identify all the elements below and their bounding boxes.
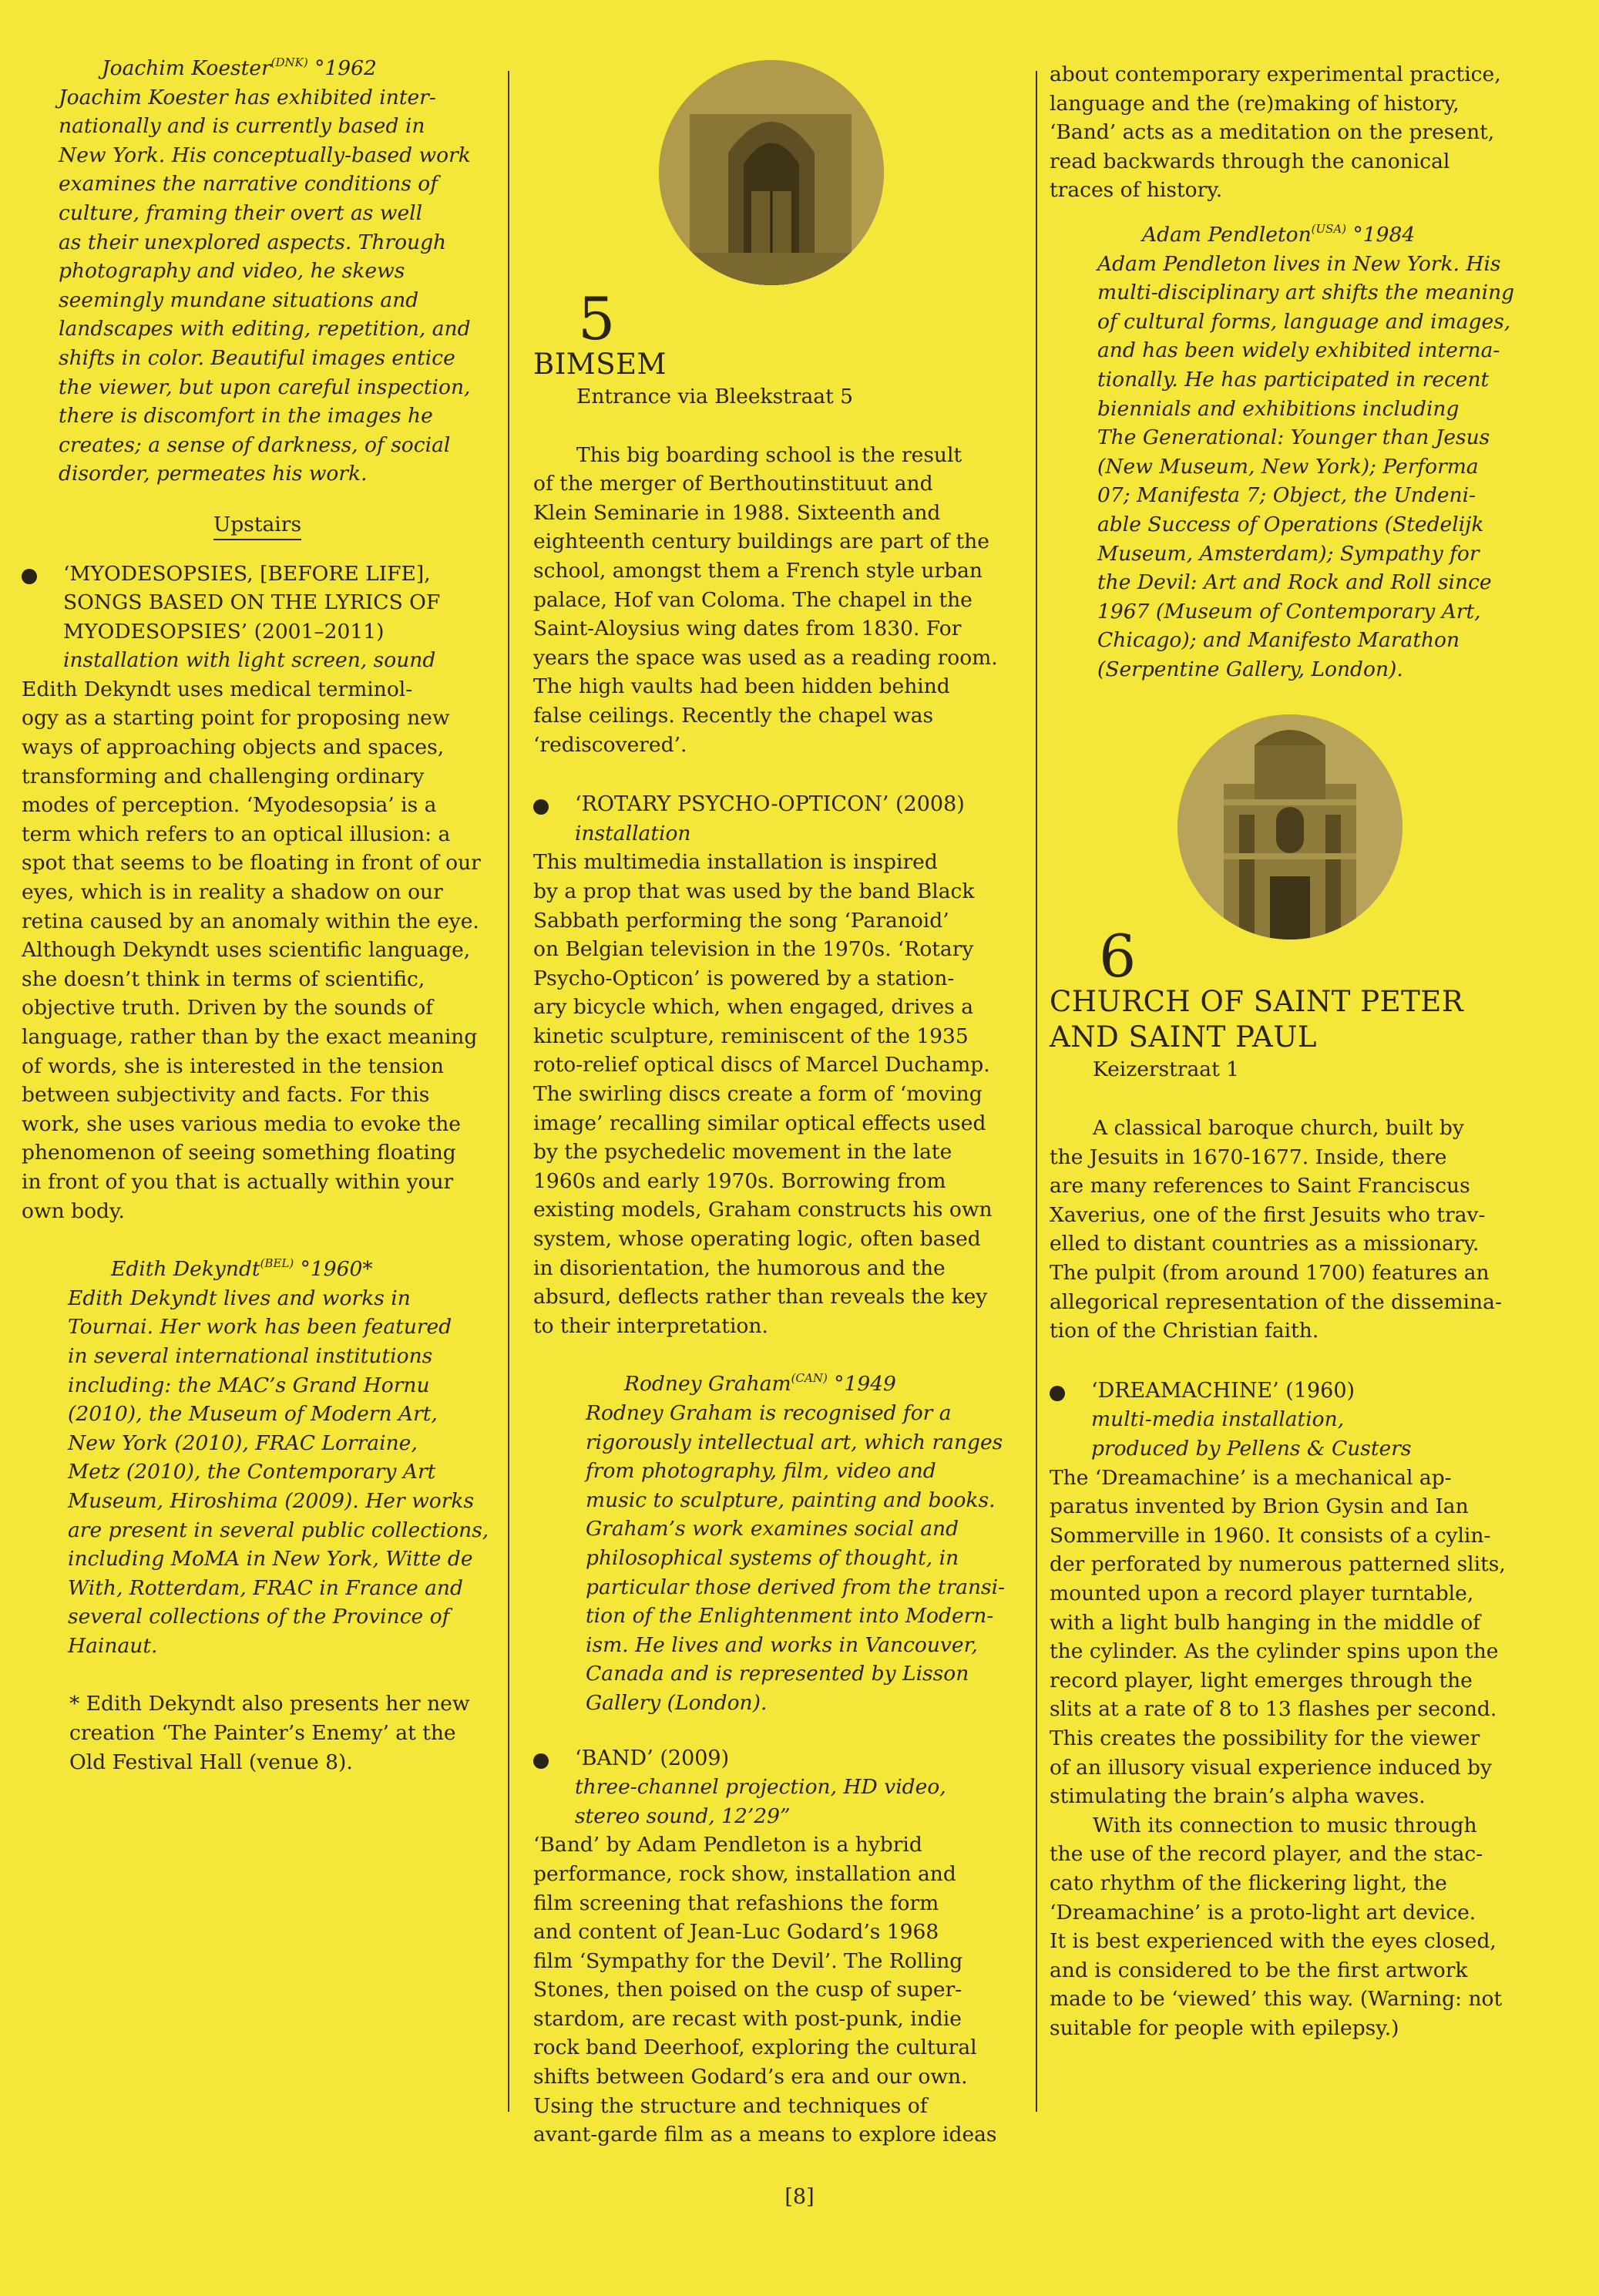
text-line: there is discomfort in the images he	[59, 404, 433, 429]
artwork-title	[63, 560, 493, 647]
artwork-entry	[533, 790, 1019, 848]
artist-bio	[1050, 250, 1527, 684]
column-2	[533, 60, 1019, 2150]
text-line: multi-disciplinary art shifts the meaning	[1097, 281, 1515, 305]
text-line: biennials and exhibitions including	[1097, 396, 1460, 421]
text-line: * Edith Dekyndt also presents her new	[69, 1692, 470, 1716]
text-line: elled to distant countries as a missionary.	[1050, 1232, 1480, 1256]
column-3	[1050, 60, 1527, 2042]
artist-bio-heading: Joachim Koester$^{(DNK)}$ °1962	[102, 55, 377, 80]
text-line: absurd, deflects rather than reveals the key	[533, 1285, 988, 1309]
text-line: shifts between Godard’s era and our own.	[533, 2065, 968, 2089]
text-line: Old Festival Hall (venue 8).	[69, 1750, 353, 1774]
text-line: she doesn’t think in terms of scientific,	[22, 966, 425, 991]
text-line: suitable for people with epilepsy.)	[1050, 2015, 1399, 2040]
text-line: Gallery (London).	[586, 1690, 768, 1715]
text-line: ‘Dreamachine’ is a proto-light art device.	[1050, 1900, 1476, 1925]
text-line: music to sculpture, painting and books.	[586, 1488, 996, 1512]
text-line: nationally and is currently based in	[59, 114, 425, 139]
text-line: shifts in color. Beautiful images entice	[59, 345, 455, 370]
text-line: are many references to Saint Franciscus	[1050, 1174, 1470, 1198]
artwork-medium: installation	[575, 821, 691, 845]
column-divider	[508, 71, 509, 2112]
text-line: of cultural forms, language and images,	[1097, 309, 1511, 334]
text-line: of words, she is interested in the tension	[22, 1054, 444, 1078]
venue-number: 5	[578, 284, 616, 353]
text-line: Graham’s work examines social and	[586, 1517, 959, 1541]
text-line: work, she uses various media to evoke the	[22, 1111, 461, 1136]
artwork-description	[1050, 1464, 1527, 1811]
text-line: able Success of Operations (Stedelijk	[1097, 512, 1484, 536]
text-line: particular those derived from the transi-	[586, 1575, 1006, 1599]
text-line: New York (2010), FRAC Lorraine,	[68, 1430, 418, 1455]
artwork-entry	[533, 1744, 1019, 1831]
text-line: (New Museum, New York); Performa	[1097, 454, 1479, 479]
text-line: in several international institutions	[68, 1343, 433, 1368]
text-line: in disorientation, the humorous and the	[533, 1256, 946, 1280]
text-line: philosophical systems of thought, in	[586, 1545, 959, 1570]
text-line: (Serpentine Gallery, London).	[1097, 657, 1403, 681]
text-line: kinetic sculpture, reminiscent of the 1935	[533, 1024, 969, 1048]
venue-description	[533, 441, 1019, 760]
text-line: examines the narrative conditions of	[59, 172, 438, 197]
text-line: palace, Hof van Coloma. The chapel in the	[533, 587, 973, 612]
text-line: Edith Dekyndt lives and works in	[68, 1286, 411, 1310]
text-line: language and the (re)making of history,	[1050, 91, 1460, 116]
page-number: [8]	[784, 2185, 815, 2209]
text-line: and has been widely exhibited interna-	[1097, 338, 1500, 363]
text-line: CHURCH OF SAINT PETER	[1050, 985, 1464, 1019]
artist-bio-heading: Edith Dekyndt$^{(BEL)}$ °1960*	[111, 1256, 373, 1282]
venue-name: BIMSEM	[533, 348, 667, 381]
artist-bio	[533, 1399, 1019, 1718]
text-line: Canada and is represented by Lisson	[586, 1662, 969, 1686]
venue-address: Keizerstraat 1	[1093, 1057, 1240, 1082]
text-line: With its connection to music through	[1093, 1813, 1477, 1837]
artwork-description	[1050, 1811, 1527, 2043]
text-line: New York. His conceptually-based work	[59, 143, 471, 167]
artwork-description	[533, 1830, 1019, 2150]
text-line: the Devil: Art and Rock and Roll since	[1097, 570, 1492, 595]
text-line: three-channel projection, HD video,	[575, 1775, 946, 1800]
text-line: 07; Manifesta 7; Object, the Undeni-	[1097, 483, 1476, 508]
venue-number: 6	[1099, 922, 1137, 991]
section-heading-upstairs: Upstairs	[22, 510, 493, 540]
text-line: The Generational: Younger than Jesus	[1097, 425, 1490, 450]
text-line: the viewer, but upon careful inspection,	[59, 375, 471, 399]
text-line: phenomenon of seeing something floating	[22, 1141, 456, 1165]
text-line: including: the MAC’s Grand Hornu	[68, 1373, 430, 1397]
text-line: Museum, Hiroshima (2009). Her works	[68, 1488, 475, 1513]
text-line: This big boarding school is the result	[576, 442, 962, 467]
artist-bio-heading: Adam Pendleton$^{(USA)}$ °1984	[1142, 221, 1416, 247]
text-line: photography and video, he skews	[59, 259, 405, 284]
text-line: stardom, are recast with post-punk, indie	[533, 2006, 962, 2031]
text-line: of an illusory visual experience induced by	[1050, 1755, 1492, 1780]
artwork-medium	[575, 1773, 1019, 1830]
text-line: ways of approaching objects and spaces,	[22, 735, 445, 760]
text-line: Sommerville in 1960. It consists of a cylin-	[1050, 1523, 1491, 1548]
bullet-dot	[22, 569, 37, 584]
venue-name	[1050, 984, 1527, 1055]
text-line: school, amongst them a French style urban	[533, 558, 983, 583]
text-line: in front of you that is actually within your	[22, 1169, 454, 1194]
column-1	[22, 54, 493, 1777]
bullet-dot	[533, 1753, 549, 1769]
text-line: The pulpit (from around 1700) features an	[1050, 1261, 1490, 1286]
artist-bio	[22, 83, 493, 489]
artwork-description	[22, 675, 493, 1225]
text-line: existing models, Graham constructs his own	[533, 1198, 993, 1222]
text-line: AND SAINT PAUL	[1050, 1020, 1317, 1054]
text-line: Tournai. Her work has been featured	[68, 1315, 452, 1340]
text-line: avant-garde film as a means to explore ideas	[533, 2123, 997, 2147]
text-line: and is considered to be the first artwork	[1050, 1958, 1468, 1982]
text-line: seemingly mundane situations and	[59, 287, 419, 312]
text-line: It is best experienced with the eyes closed,	[1050, 1929, 1497, 1954]
text-line: are present in several public collections,	[68, 1518, 489, 1542]
text-line: stimulating the brain’s alpha waves.	[1050, 1784, 1426, 1809]
artwork-medium: installation with light screen, sound	[63, 648, 436, 673]
text-line: The ‘Dreamachine’ is a mechanical ap-	[1050, 1465, 1452, 1490]
artwork-title: ‘BAND’ (2009)	[575, 1746, 730, 1770]
text-line: Xaverius, one of the first Jesuits who trav-	[1050, 1202, 1486, 1227]
text-line: ‘MYODESOPSIES, [BEFORE LIFE],	[63, 561, 431, 586]
text-line: disorder, permeates his work.	[59, 462, 368, 486]
text-line: Metz (2010), the Contemporary Art	[68, 1460, 436, 1484]
text-line: landscapes with editing, repetition, and	[59, 317, 471, 341]
text-line: Saint-Aloysius wing dates from 1830. For	[533, 617, 962, 641]
text-line: Joachim Koester has exhibited inter-	[59, 85, 436, 109]
text-line: false ceilings. Recently the chapel was	[533, 703, 934, 728]
text-line: from photography, film, video and	[586, 1459, 936, 1484]
text-line: Museum, Amsterdam); Sympathy for	[1097, 541, 1480, 566]
text-line: of the merger of Berthoutinstituut and	[533, 472, 933, 496]
text-line: several collections of the Province of	[68, 1605, 450, 1629]
text-line: culture, framing their overt as well	[59, 200, 423, 225]
text-line: tion of the Christian faith.	[1050, 1319, 1319, 1343]
text-line: by a prop that was used by the band Black	[533, 879, 975, 903]
text-line: system, whose operating logic, often based	[533, 1227, 981, 1252]
text-line: mounted upon a record player turntable,	[1050, 1581, 1474, 1605]
text-line: term which refers to an optical illusion: a	[22, 822, 451, 846]
text-line: (2010), the Museum of Modern Art,	[68, 1402, 438, 1427]
venue-photo-church	[1177, 714, 1402, 940]
text-line: Adam Pendleton lives in New York. His	[1097, 251, 1501, 276]
text-line: modes of perception. ‘Myodesopsia’ is a	[22, 793, 437, 818]
column-divider	[1036, 71, 1037, 2112]
text-line: the Jesuits in 1670-1677. Inside, there	[1050, 1145, 1447, 1169]
text-line: Sabbath performing the song ‘Paranoid’	[533, 908, 949, 933]
venue-photo-bimsem	[659, 60, 884, 285]
text-line: stereo sound, 12’29”	[575, 1804, 791, 1828]
venue-address: Entrance via Bleekstraat 5	[576, 385, 854, 408]
text-line: own body.	[22, 1198, 125, 1223]
text-line: paratus invented by Brion Gysin and Ian	[1050, 1494, 1469, 1519]
text-line: film ‘Sympathy for the Devil’. The Rolling	[533, 1948, 963, 1973]
text-line: With, Rotterdam, FRAC in France and	[68, 1575, 463, 1600]
artwork-title: ‘DREAMACHINE’ (1960)	[1091, 1378, 1355, 1403]
text-line: read backwards through the canonical	[1050, 149, 1450, 173]
bullet-dot	[533, 799, 549, 815]
text-line: ‘Band’ by Adam Pendleton is a hybrid	[533, 1833, 922, 1857]
text-line: Hainaut.	[68, 1633, 158, 1658]
text-line: to their interpretation.	[533, 1313, 768, 1338]
text-line: made to be ‘viewed’ this way. (Warning: not	[1050, 1987, 1503, 2012]
text-line: transforming and challenging ordinary	[22, 764, 425, 788]
bullet-dot	[1050, 1386, 1065, 1401]
text-line: This creates the possibility for the viewer	[1050, 1726, 1480, 1750]
text-line: the use of the record player, and the stac-	[1050, 1842, 1483, 1867]
venue-description	[1050, 1114, 1527, 1346]
text-line: language, rather than by the exact meaning	[22, 1025, 478, 1049]
text-line: Klein Seminarie in 1988. Sixteenth and	[533, 500, 941, 525]
text-line: and content of Jean-Luc Godard’s 1968	[533, 1920, 939, 1945]
text-line: eyes, which is in reality a shadow on our	[22, 880, 443, 905]
text-line: film screening that refashions the form	[533, 1891, 939, 1915]
text-line: as their unexplored aspects. Through	[59, 230, 447, 254]
text-line: ary bicycle which, when engaged, drives a	[533, 995, 973, 1020]
text-line: multi-media installation,	[1091, 1407, 1345, 1432]
artwork-medium	[1091, 1405, 1527, 1463]
text-line: ‘rediscovered’.	[533, 732, 687, 757]
text-line: The high vaults had been hidden behind	[533, 674, 950, 699]
artwork-description-continued	[1050, 60, 1527, 205]
text-line: A classical baroque church, built by	[1093, 1116, 1464, 1141]
text-line: years the space was used as a reading room.	[533, 645, 998, 670]
artist-bio	[22, 1284, 493, 1661]
footnote	[22, 1689, 493, 1777]
text-line: spot that seems to be floating in front of our	[22, 851, 481, 876]
text-line: about contemporary experimental practice,	[1050, 62, 1501, 86]
text-line: rock band Deerhoof, exploring the cultural	[533, 2035, 977, 2060]
text-line: The swirling discs create a form of ‘moving	[533, 1082, 983, 1107]
text-line: der perforated by numerous patterned slits,	[1050, 1552, 1506, 1577]
text-line: with a light bulb hanging in the middle of	[1050, 1610, 1480, 1635]
text-line: ism. He lives and works in Vancouver,	[586, 1632, 978, 1657]
text-line: performance, rock show, installation and	[533, 1861, 956, 1886]
text-line: eighteenth century buildings are part of the	[533, 529, 989, 554]
text-line: ogy as a starting point for proposing new	[22, 706, 450, 731]
text-line: the cylinder. As the cylinder spins upon the	[1050, 1639, 1499, 1664]
text-line: creates; a sense of darkness, of social	[59, 432, 451, 457]
text-line: SONGS BASED ON THE LYRICS OF	[63, 590, 441, 615]
text-line: Using the structure and techniques of	[533, 2093, 928, 2118]
text-line: cato rhythm of the flickering light, the	[1050, 1871, 1447, 1895]
text-line: between subjectivity and facts. For this	[22, 1083, 430, 1108]
text-line: creation ‘The Painter’s Enemy’ at the	[69, 1721, 456, 1746]
text-line: tion of the Enlightenment into Modern-	[586, 1604, 994, 1629]
text-line: ‘Band’ acts as a meditation on the present,	[1050, 120, 1495, 145]
text-line: Chicago); and Manifesto Marathon	[1097, 628, 1460, 653]
text-line: MYODESOPSIES’ (2001–2011)	[63, 619, 385, 644]
text-line: by the psychedelic movement in the late	[533, 1140, 952, 1165]
artwork-entry	[1050, 1377, 1527, 1464]
text-line: Rodney Graham is recognised for a	[586, 1401, 952, 1425]
text-line: Stones, then poised on the cusp of super-	[533, 1978, 962, 2002]
text-line: Psycho-Opticon’ is powered by a station-	[533, 966, 955, 990]
artwork-title: ‘ROTARY PSYCHO-OPTICON’ (2008)	[575, 792, 965, 817]
text-line: on Belgian television in the 1970s. ‘Rotary	[533, 937, 974, 962]
text-line: image’ recalling similar optical effects used	[533, 1111, 986, 1135]
text-line: retina caused by an anomaly within the eye.	[22, 909, 479, 933]
text-line: including MoMA in New York, Witte de	[68, 1547, 473, 1572]
text-line: produced by Pellens & Custers	[1091, 1437, 1412, 1461]
artwork-entry	[22, 560, 493, 675]
text-line: tionally. He has participated in recent	[1097, 367, 1490, 392]
text-line: allegorical representation of the dissemina-	[1050, 1289, 1502, 1314]
text-line: traces of history.	[1050, 178, 1223, 203]
text-line: objective truth. Driven by the sounds of	[22, 996, 433, 1020]
text-line: Although Dekyndt uses scientific language,	[22, 938, 471, 963]
artwork-description	[533, 848, 1019, 1340]
artist-bio-heading: Rodney Graham$^{(CAN)}$ °1949	[624, 1371, 896, 1397]
text-line: rigorously intellectual art, which ranges	[586, 1430, 1003, 1454]
text-line: This multimedia installation is inspired	[533, 850, 938, 875]
text-line: slits at a rate of 8 to 13 flashes per second.	[1050, 1697, 1497, 1722]
text-line: record player, light emerges through the	[1050, 1668, 1473, 1693]
text-line: Edith Dekyndt uses medical terminol-	[22, 677, 413, 701]
text-line: 1960s and early 1970s. Borrowing from	[533, 1168, 946, 1193]
text-line: 1967 (Museum of Contemporary Art,	[1097, 599, 1481, 624]
text-line: roto-relief optical discs of Marcel Duchamp.	[533, 1053, 990, 1077]
